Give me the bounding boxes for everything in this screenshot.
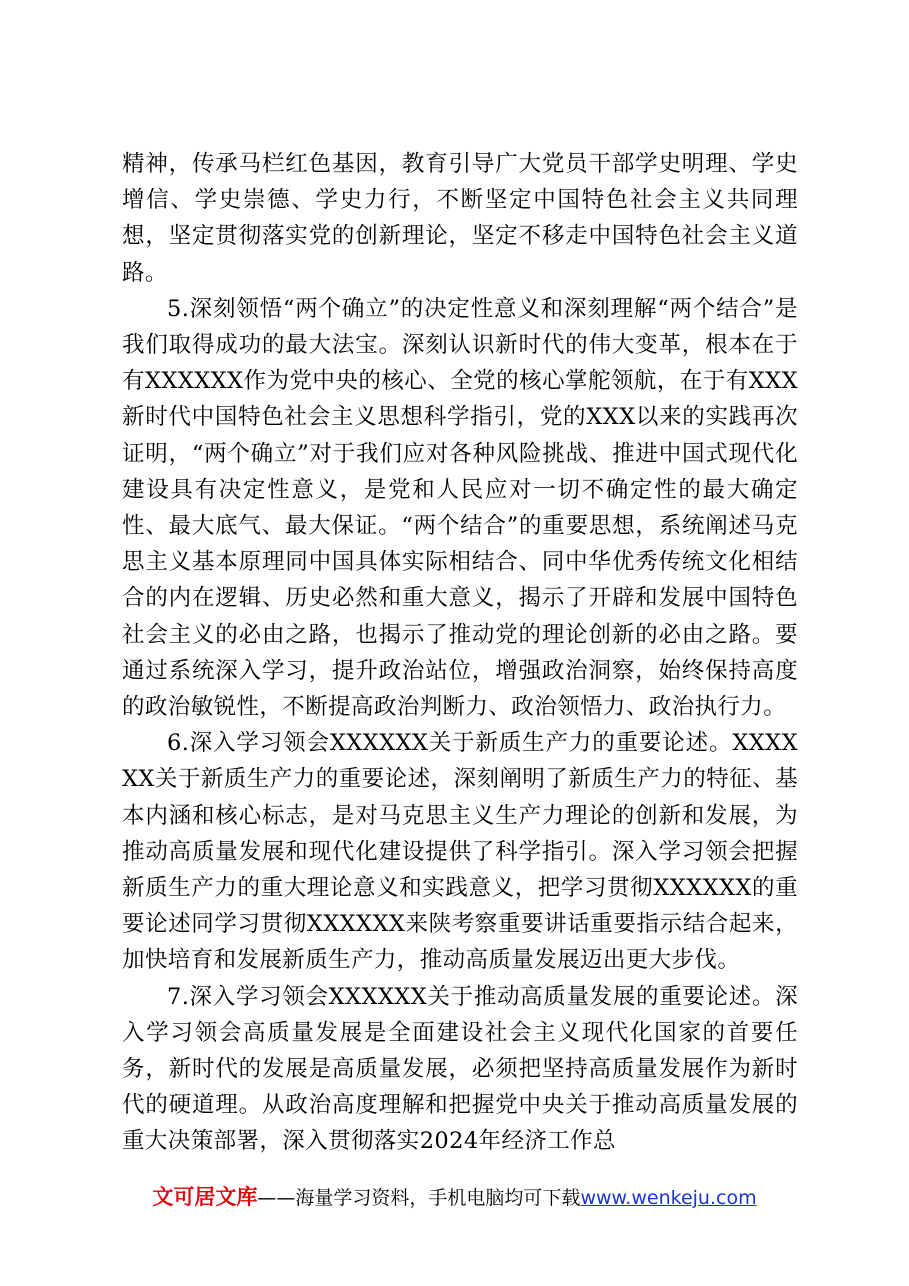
footer-tagline: ——海量学习资料，手机电脑均可下载 — [257, 1187, 581, 1209]
paragraph-3: 6.深入学习领会XXXXXX关于新质生产力的重要论述。XXXXXX关于新质生产力的重要论述，深刻阐明了新质生产力的特征、基本内涵和核心标志，是对马克思主义生产力理论的创新和发展，为推动高质量发展和现代化建设提供了科学指引。深入学习领会把握新质生产力的重大理论意义和实践意义，把学习贯彻XXXXXX的重要论述同学习贯彻XXXXXX来陕考察重要讲话重要指示结合起来，加快培育和发展新质生产力，推动高质量发展迈出更大步伐。 — [122, 730, 798, 974]
footer-site-link[interactable]: www.wenkeju.com — [580, 1187, 757, 1209]
paragraph-1: 精神，传承马栏红色基因，教育引导广大党员干部学史明理、学史增信、学史崇德、学史力行，不断坚定中国特色社会主义共同理想，坚定贯彻落实党的创新理论，坚定不移走中国特色社会主义道路。 — [122, 151, 798, 286]
footer-watermark — [0, 1181, 909, 1211]
document-body — [122, 146, 798, 1160]
paragraph-2: 5.深刻领悟“两个确立”的决定性意义和深刻理解“两个结合”是我们取得成功的最大法宝。深刻认识新时代的伟大变革，根本在于有XXXXXX作为党中央的核心、全党的核心掌舵领航，在于有XXX新时代中国特色社会主义思想科学指引，党的XXX以来的实践再次证明，“两个确立”对于我们应对各种风险挑战、推进中国式现代化建设具有决定性意义，是党和人民应对一切不确定性的最大确定性、最大底气、最大保证。“两个结合”的重要思想，系统阐述马克思主义基本原理同中国具体实际相结合、同中华优秀传统文化相结合的内在逻辑、历史必然和重大意义，揭示了开辟和发展中国特色社会主义的必由之路，也揭示了推动党的理论创新的必由之路。要通过系统深入学习，提升政治站位，增强政治洞察，始终保持高度的政治敏锐性，不断提高政治判断力、政治领悟力、政治执行力。 — [122, 295, 798, 721]
footer-brand: 文可居文库 — [152, 1185, 258, 1209]
paragraph-4: 7.深入学习领会XXXXXX关于推动高质量发展的重要论述。深入学习领会高质量发展是全面建设社会主义现代化国家的首要任务，新时代的发展是高质量发展，必须把坚持高质量发展作为新时代的硬道理。从政治高度理解和把握党中央关于推动高质量发展的重大决策部署，深入贯彻落实2024年经济工作总 — [122, 983, 798, 1155]
